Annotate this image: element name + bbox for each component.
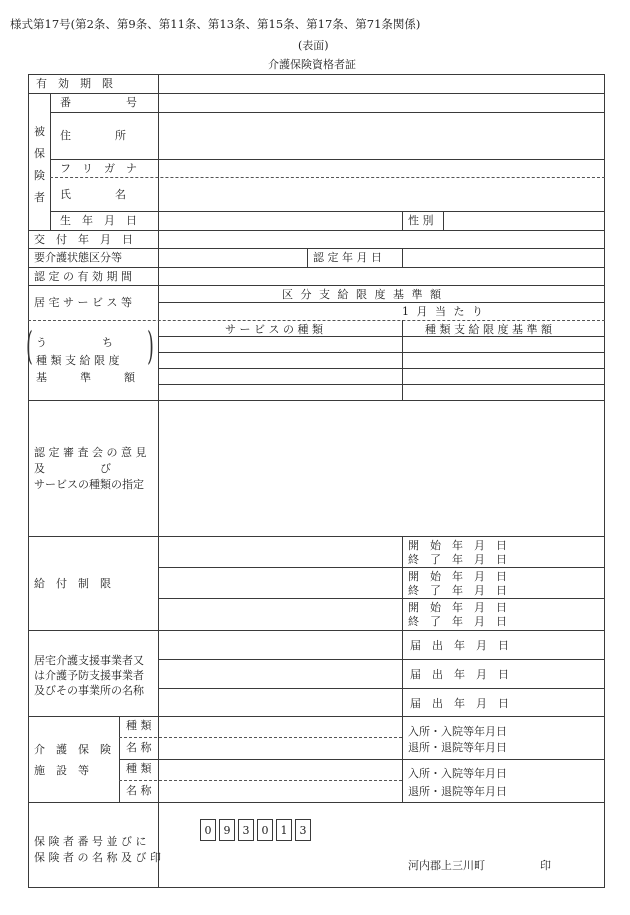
cert-period-label: 認 定 の 有 効 期 間 — [34, 270, 132, 283]
opinion-label-2: 及 び — [34, 462, 111, 475]
page-title: 介護保険資格者証 — [268, 58, 356, 71]
opinion-label-1: 認 定 審 査 会 の 意 見 — [34, 446, 147, 459]
start-date-2: 開 始 年 月 日 — [408, 570, 507, 583]
per-month-label: 1 月 当 た り — [402, 305, 485, 318]
right-paren: ) — [147, 324, 154, 368]
frame-right — [604, 74, 605, 888]
notify-date-3: 届 出 年 月 日 — [410, 697, 509, 710]
side-label: (表面) — [298, 39, 329, 52]
insurer-digit-1: 0 — [200, 819, 216, 841]
kind-limit-label-2: 基 準 額 — [36, 371, 135, 384]
insurer-digit-2: 9 — [219, 819, 235, 841]
discharge-date-1: 退所・退院等年月日 — [408, 741, 507, 754]
service-kind-header: サ ー ビ ス の 種 類 — [225, 323, 323, 336]
start-date-3: 開 始 年 月 日 — [408, 601, 507, 614]
admit-date-2: 入所・入院等年月日 — [408, 767, 507, 780]
seal-mark: 印 — [540, 859, 551, 872]
notify-date-2: 届 出 年 月 日 — [410, 668, 509, 681]
insurer-digit-6: 3 — [295, 819, 311, 841]
kind-label-1: 種 類 — [126, 719, 152, 732]
address-label: 住 所 — [60, 129, 126, 142]
issue-date-label: 交 付 年 月 日 — [34, 233, 133, 246]
home-service-label: 居 宅 サ ー ビ ス 等 — [34, 296, 132, 309]
end-date-3: 終 了 年 月 日 — [408, 615, 507, 628]
end-date-1: 終 了 年 月 日 — [408, 553, 507, 566]
sex-label: 性 別 — [408, 214, 434, 227]
kind-limit-header: 種 類 支 給 限 度 基 準 額 — [425, 323, 552, 336]
insurer-label-2: 保 険 者 の 名 称 及 び 印 — [34, 851, 161, 864]
admit-date-1: 入所・入院等年月日 — [408, 725, 507, 738]
insurer-name: 河内郡上三川町 — [408, 859, 485, 872]
limit-header: 区 分 支 給 限 度 基 準 額 — [282, 288, 443, 301]
number-label: 番 号 — [60, 96, 137, 109]
insurer-digit-5: 1 — [276, 819, 292, 841]
insured-char-2: 保 — [34, 147, 45, 160]
kind-label-2: 種 類 — [126, 762, 152, 775]
discharge-date-2: 退所・退院等年月日 — [408, 785, 507, 798]
insurer-label-1: 保 険 者 番 号 並 び に — [34, 835, 147, 848]
name-label-2: 名 称 — [126, 784, 152, 797]
kind-limit-label: 種 類 支 給 限 度 — [36, 354, 120, 367]
cert-date-label: 認 定 年 月 日 — [313, 251, 382, 264]
insurer-digit-4: 0 — [257, 819, 273, 841]
insured-char-3: 険 — [34, 169, 45, 182]
insured-char-4: 者 — [34, 191, 45, 204]
frame-left — [28, 74, 29, 888]
frame-bottom — [28, 887, 605, 888]
validity-label: 有 効 期 限 — [36, 77, 113, 90]
care-level-label: 要介護状態区分等 — [34, 251, 122, 264]
label-divider — [158, 74, 159, 888]
frame-top — [28, 74, 605, 75]
facility-label-2: 施 設 等 — [34, 764, 89, 777]
form-number: 様式第17号(第2条、第9条、第11条、第13条、第15条、第17条、第71条関係) — [10, 17, 421, 31]
uchi-label: う ち — [36, 336, 113, 349]
provider-label-1: 居宅介護支援事業者又 — [34, 654, 144, 667]
facility-label-1: 介 護 保 険 — [34, 743, 111, 756]
provider-label-2: は介護予防支援事業者 — [34, 669, 144, 682]
end-date-2: 終 了 年 月 日 — [408, 584, 507, 597]
provider-label-3: 及びその事業所の名称 — [34, 684, 144, 697]
name-label-1: 名 称 — [126, 741, 152, 754]
furigana-label: フ リ ガ ナ — [60, 162, 137, 175]
opinion-label-3: サービスの種類の指定 — [34, 478, 144, 491]
insurer-digit-3: 3 — [238, 819, 254, 841]
left-paren: ( — [26, 324, 33, 368]
insured-char-1: 被 — [34, 125, 45, 138]
benefit-limit-label: 給 付 制 限 — [34, 577, 111, 590]
notify-date-1: 届 出 年 月 日 — [410, 639, 509, 652]
name-label: 氏 名 — [60, 188, 126, 201]
birth-label: 生 年 月 日 — [60, 214, 137, 227]
start-date-1: 開 始 年 月 日 — [408, 539, 507, 552]
